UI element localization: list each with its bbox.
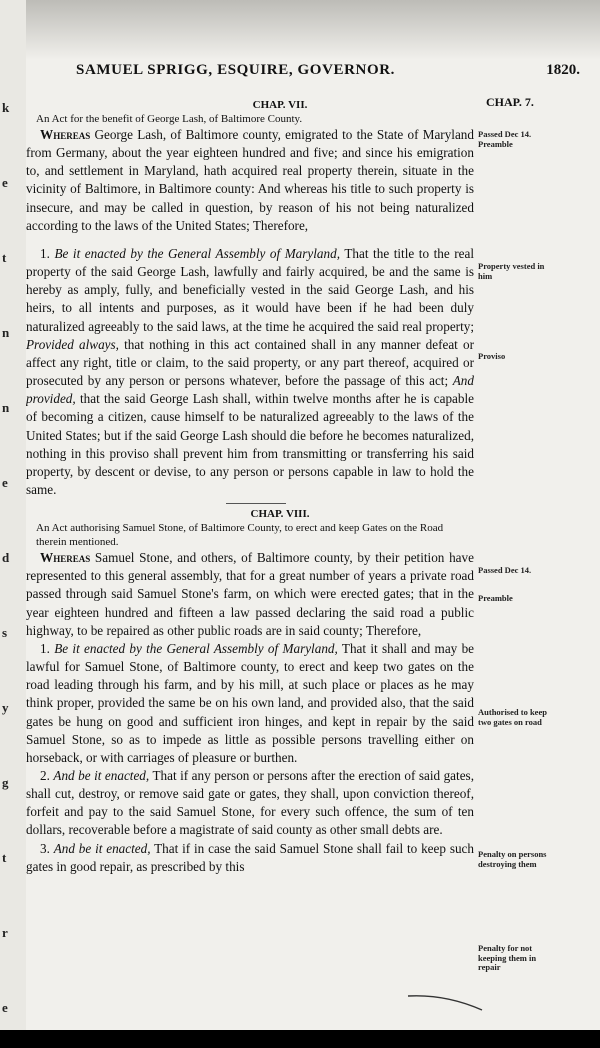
margin-notes	[478, 0, 596, 1030]
facing-page-fragment: g	[2, 775, 9, 790]
chapter-viii-preamble	[26, 549, 474, 640]
proviso-clause: Provided always,	[26, 336, 119, 352]
facing-page-fragment: t	[2, 250, 7, 265]
facing-page-fragment: e	[2, 1000, 8, 1015]
enacting-clause: And be it enacted,	[53, 840, 151, 856]
facing-page-fragment: k	[2, 100, 10, 115]
chapter-vii-margin-label: CHAP. 7.	[486, 95, 534, 109]
facing-page-fragment: d	[2, 550, 10, 565]
facing-page-fragment: y	[2, 700, 9, 715]
section-number: 1.	[40, 640, 50, 656]
chapter-viii-section-2	[26, 767, 474, 840]
section-text: That the title to the real property of the said George Lash, lawfully and fairly acquired, be and the same is hereby as amply, fully, and beneficially vested in the said George Lash, and his heirs, to all intents and purposes, as it would have been if he had been duly naturalized agreeably to the said laws, at the time he acquired the said real property;	[26, 245, 475, 334]
margin-note-preamble: Preamble	[478, 139, 513, 149]
section-text: that the said George Lash shall, within twelve months after he is capable of becoming a citizen, cause himself to be naturalized agreeably to the laws of the United States; but if the said George Lash should die before he becomes naturalized, nothing in this proviso shall prevent him from transmitting or transferring his said property, by descent or devise, to any person or persons capable in law to hold the same.	[26, 391, 474, 497]
section-text: that nothing in this act contained shall in any manner defeat or affect any right, title or claim, to the said property, or any part thereof, acquired or prosecuted by any person or persons whatever, before the passage of this act;	[26, 336, 475, 389]
body-text	[26, 98, 474, 876]
scan-border	[0, 1030, 600, 1048]
section-text: That it shall and may be lawful for Samuel Stone, of Baltimore county, to erect and keep two gates on the road leading through his farm, and by his mill, at such place or places as he may think proper, provided the same be on his own land, and provided also, that the said gates be hung on good and sufficient iron hinges, and kept in repair by the said Samuel Stone, so as to impede as little as possible persons travelling either on horseback, or with carriages of pleasure or burthen.	[26, 640, 475, 765]
facing-page-fragment: n	[2, 325, 10, 340]
margin-note-passed: Passed Dec 14.	[478, 129, 532, 139]
enacting-clause: And be it enacted,	[53, 768, 150, 783]
margin-note-authorised: Authorised to keep two gates on road	[478, 707, 547, 727]
preamble-opening-word: Whereas	[40, 550, 91, 566]
chapter-vii-title: An Act for the benefit of George Lash, of Baltimore County.	[36, 113, 303, 125]
enacting-clause: Be it enacted by the General Assembly of Maryland,	[54, 245, 341, 261]
margin-note-proviso: Proviso	[478, 351, 506, 361]
proviso-clause: And provided,	[26, 373, 474, 407]
facing-page-fragment: s	[2, 625, 8, 640]
chapter-vii-section-1	[26, 245, 474, 499]
margin-note-penalty-destroying: Penalty on persons destroying them	[478, 849, 547, 869]
page-number: 1820.	[546, 62, 580, 78]
chapter-viii-section-3	[26, 840, 474, 876]
section-number: 3.	[40, 840, 50, 856]
chapter-vii-preamble	[26, 126, 474, 235]
chapter-viii-section-1	[26, 640, 474, 767]
preamble-text: Samuel Stone, and others, of Baltimore county, by their petition have represented to this general assembly, that for a great number of years a private road passed through said Samuel Stone's farm, on which were erected gates; that in the year eighteen hundred and fifteen a law passed declaring the said road a public highway, to be repaired as other public roads are in said county; Therefore,	[26, 550, 474, 638]
facing-page-fragment: r	[2, 925, 8, 940]
facing-page-fragment: n	[2, 400, 10, 415]
section-number: 1.	[40, 245, 50, 261]
margin-note-passed: Passed Dec 14.	[478, 565, 532, 575]
section-text: That if any person or persons after the erection of said gates, shall cut, destroy, or remove said gate or gates, they shall, upon conviction thereof, forfeit and pay to the said Samuel Stone, for every such offence, the sum of ten dollars, recoverable before a magistrate of said county as other small debts are.	[26, 768, 474, 838]
margin-note-property-vested: Property vested in him	[478, 261, 545, 281]
enacting-clause: Be it enacted by the General Assembly of Maryland,	[54, 640, 338, 656]
chapter-viii-title: An Act authorising Samuel Stone, of Baltimore County, to erect and keep Gates on the Road therein mentioned.	[36, 522, 444, 549]
preamble-opening-word: Whereas	[40, 127, 91, 142]
running-head-title: SAMUEL SPRIGG, ESQUIRE, GOVERNOR.	[76, 62, 396, 78]
facing-page-fragment: t	[2, 850, 7, 865]
document-page	[26, 0, 600, 1030]
facing-page-fragment: e	[2, 475, 8, 490]
chapter-divider	[26, 499, 474, 507]
chapter-vii-heading: CHAP. VII.	[252, 99, 308, 111]
margin-note-preamble: Preamble	[478, 593, 513, 603]
margin-note-penalty-repair: Penalty for not keeping them in repair	[478, 943, 537, 972]
chapter-viii-heading: CHAP. VIII.	[250, 508, 310, 521]
preamble-text: George Lash, of Baltimore county, emigrated to the State of Maryland from Germany, about the year eighteen hundred and five; and since his emigration to, and settlement in Maryland, hath acquired real property therein, situate in the vicinity of Baltimore, in Baltimore county: And whereas his title to such property is insecure, and may be called in question, by reason of his not being naturalized according to the laws of the United States; Therefore,	[26, 127, 474, 233]
adjacent-page-edge	[0, 0, 26, 1030]
facing-page-fragment: e	[2, 175, 8, 190]
section-text: That if in case the said Samuel Stone shall fail to keep such gates in good repair, as prescribed by this	[26, 840, 474, 874]
section-number: 2.	[40, 768, 50, 783]
flourish-ornament	[406, 992, 486, 1012]
